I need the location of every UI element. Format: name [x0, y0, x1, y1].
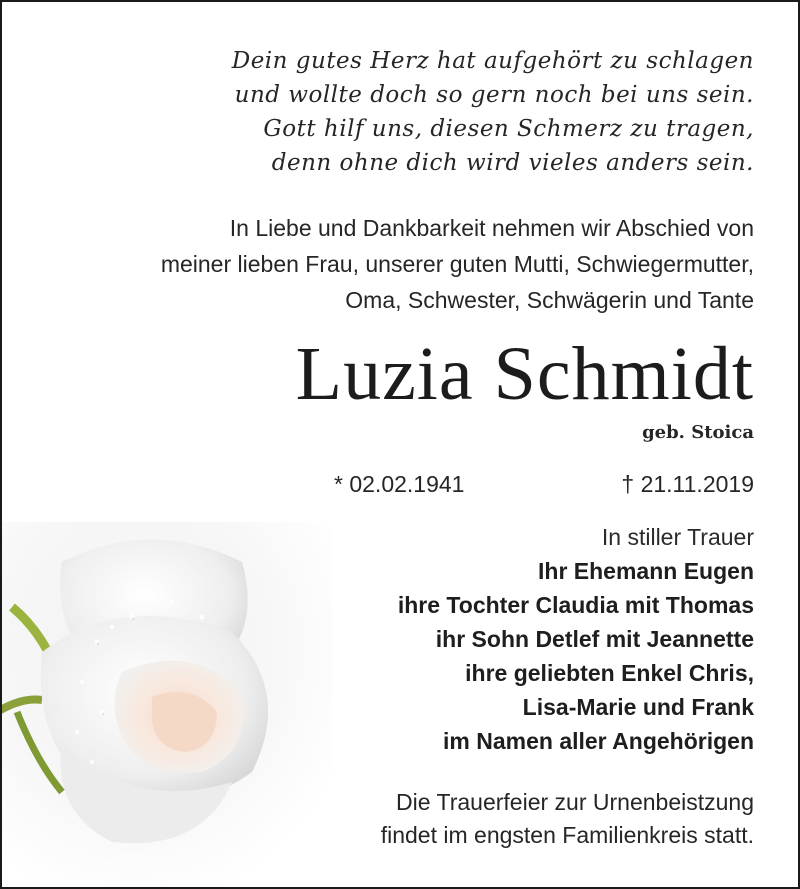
mourning-heading: In stiller Trauer — [601, 524, 754, 550]
intro-line: meiner lieben Frau, unserer guten Mutti, Schwiegermutter, — [160, 251, 754, 277]
intro-line: Oma, Schwester, Schwägerin und Tante — [345, 287, 754, 313]
funeral-line: findet im engsten Familienkreis statt. — [380, 822, 754, 848]
funeral-notice — [381, 786, 754, 852]
poem — [232, 44, 754, 180]
mourner-line: Ihr Ehemann Eugen — [538, 558, 754, 584]
poem-line: und wollte doch so gern noch bei uns sein. — [234, 82, 754, 108]
deceased-name: Luzia Schmidt — [295, 332, 754, 416]
mourner-line: Lisa-Marie und Frank — [522, 694, 754, 720]
poem-line: denn ohne dich wird vieles anders sein. — [271, 150, 754, 176]
birth-date: * 02.02.1941 — [334, 471, 465, 497]
death-date: † 21.11.2019 — [621, 471, 754, 497]
white-rose-image — [2, 522, 332, 889]
mourner-line: ihr Sohn Detlef mit Jeannette — [435, 626, 754, 652]
mourners-list — [398, 520, 754, 758]
mourner-line: ihre geliebten Enkel Chris, — [465, 660, 754, 686]
mourner-line: im Namen aller Angehörigen — [443, 728, 754, 754]
funeral-line: Die Trauerfeier zur Urnenbeistzung — [396, 789, 754, 815]
maiden-name: geb. Stoica — [642, 422, 754, 443]
mourner-line: ihre Tochter Claudia mit Thomas — [397, 592, 754, 618]
farewell-intro — [161, 210, 754, 318]
poem-line: Gott hilf uns, diesen Schmerz zu tragen, — [263, 116, 754, 142]
poem-line: Dein gutes Herz hat aufgehört zu schlagen — [231, 48, 754, 74]
intro-line: In Liebe und Dankbarkeit nehmen wir Abschied von — [229, 215, 754, 241]
